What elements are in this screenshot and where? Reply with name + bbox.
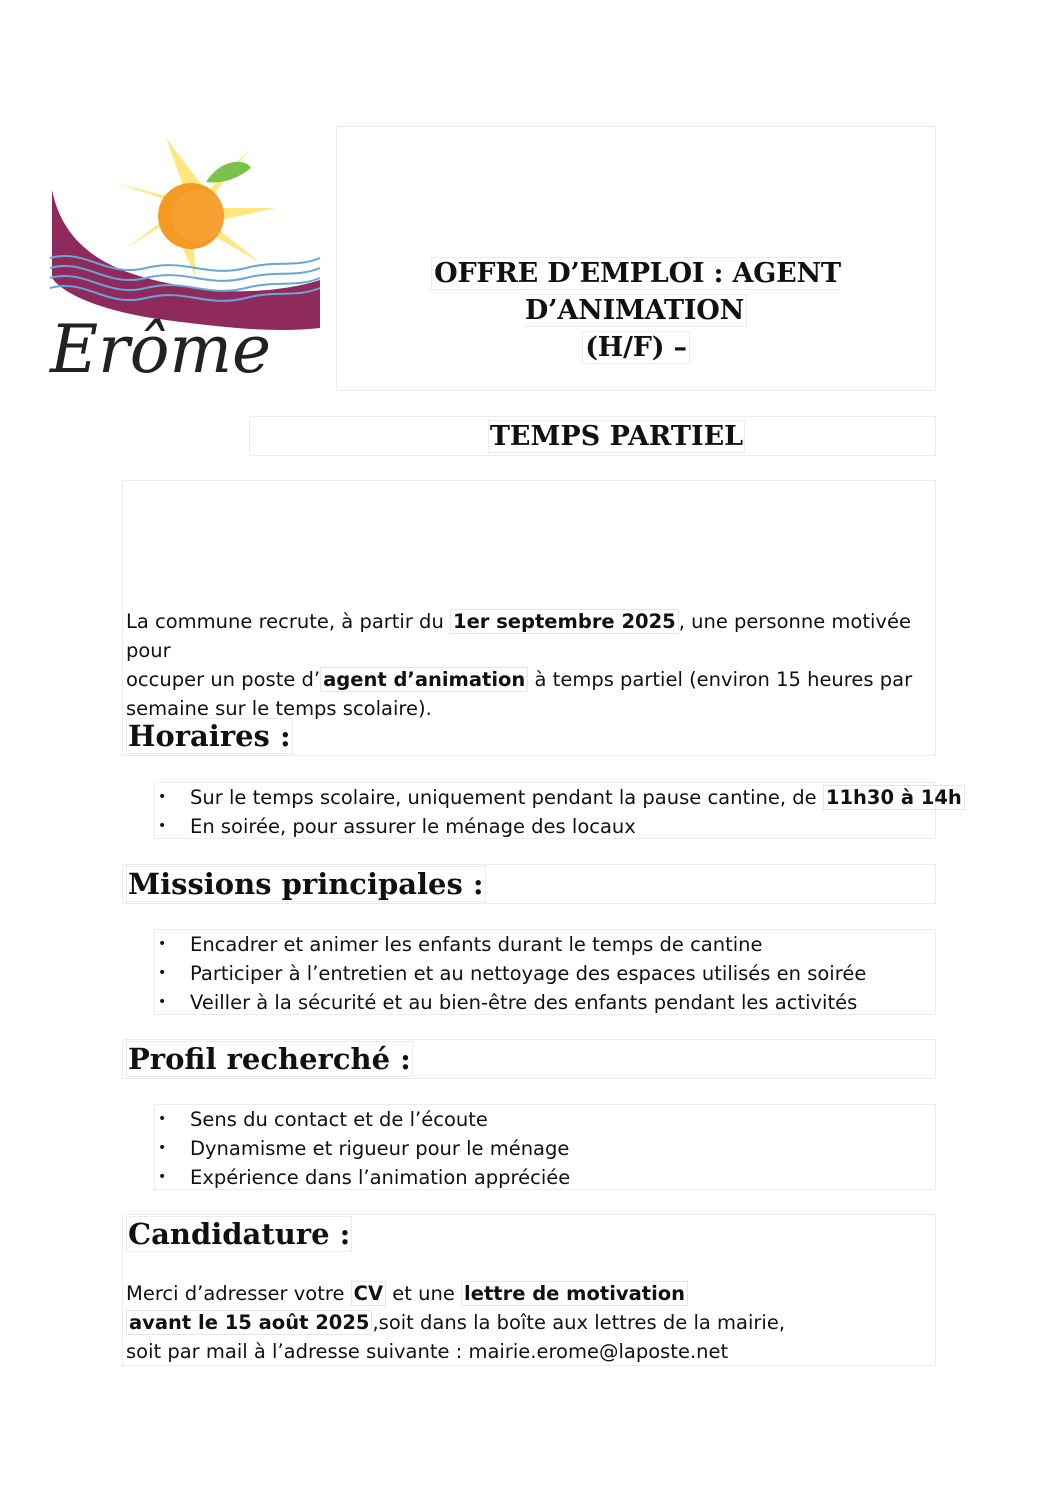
missions-list	[154, 929, 936, 1015]
horaires-list	[154, 782, 962, 839]
list-item: • Encadrer et animer les enfants durant le temps de cantine	[155, 930, 866, 959]
missions-heading-text: Missions principales :	[128, 867, 484, 901]
intro-text-2: , une personne motivée pour	[126, 610, 911, 662]
list-item: • Dynamisme et rigueur pour le ménage	[155, 1134, 570, 1163]
page-title	[337, 255, 935, 366]
subtitle-block	[249, 416, 936, 456]
erome-sun-logo-icon	[46, 128, 322, 390]
list-item: • En soirée, pour assurer le ménage des locaux	[155, 812, 965, 841]
intro-text-3: occuper un poste d’	[126, 668, 321, 691]
intro-text-5: semaine sur le temps scolaire).	[126, 697, 432, 720]
erome-logo	[46, 128, 322, 390]
title-block	[336, 126, 936, 391]
start-date: 1er septembre 2025	[450, 609, 679, 634]
horaires-heading-text: Horaires :	[128, 719, 291, 753]
cover-letter-label: lettre de motivation	[461, 1281, 688, 1306]
title-line-2: (H/F) –	[582, 331, 690, 364]
intro-block	[122, 480, 936, 756]
candidature-text-2: et une	[386, 1282, 462, 1305]
list-item	[155, 783, 965, 812]
title-line-1: OFFRE D’EMPLOI : AGENT D’ANIMATION	[431, 257, 841, 327]
candidature-paragraph	[126, 1279, 926, 1366]
intro-paragraph	[126, 607, 926, 723]
deadline: avant le 15 août 2025	[126, 1310, 372, 1335]
candidature-heading-text: Candidature :	[128, 1217, 351, 1251]
profil-block	[122, 1039, 936, 1079]
list-item: • Sens du contact et de l’écoute	[155, 1105, 570, 1134]
horaires-item-text: Sur le temps scolaire, uniquement pendant la pause cantine, de	[190, 786, 823, 809]
missions-heading	[126, 865, 486, 903]
list-item: • Participer à l’entretien et au nettoyage des espaces utilisés en soirée	[155, 959, 866, 988]
missions-block	[122, 864, 936, 904]
candidature-text-3: ,soit dans la boîte aux lettres de la mairie,	[372, 1311, 786, 1334]
profil-list	[154, 1104, 936, 1190]
list-item: • Veiller à la sécurité et au bien-être des enfants pendant les activités	[155, 988, 866, 1017]
contact-email-line: soit par mail à l’adresse suivante : mairie.erome@laposte.net	[126, 1340, 729, 1363]
profil-heading	[126, 1040, 413, 1078]
candidature-text-1: Merci d’adresser votre	[126, 1282, 351, 1305]
intro-text-4: à temps partiel (environ 15 heures par	[528, 668, 913, 691]
hours: 11h30 à 14h	[823, 785, 965, 810]
candidature-block	[122, 1214, 936, 1366]
candidature-heading	[126, 1215, 352, 1253]
job-title: agent d’animation	[320, 667, 528, 692]
intro-text-1: La commune recrute, à partir du	[126, 610, 450, 633]
page-subtitle: TEMPS PARTIEL	[489, 421, 744, 452]
profil-heading-text: Profil recherché :	[128, 1042, 411, 1076]
horaires-heading	[126, 717, 293, 755]
cv-label: CV	[351, 1281, 386, 1306]
list-item: • Expérience dans l’animation appréciée	[155, 1163, 570, 1192]
logo-text: Erôme	[50, 311, 272, 388]
